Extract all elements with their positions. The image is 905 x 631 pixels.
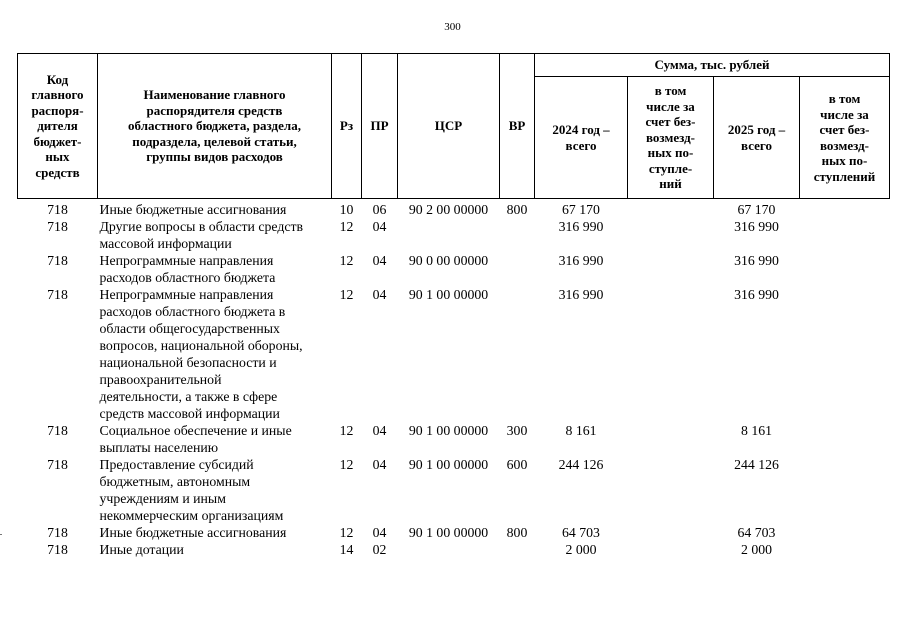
row-2025-gratuitous [800, 286, 890, 422]
row-2025-total: 67 170 [737, 202, 776, 217]
table-row [18, 422, 890, 456]
row-2025-total: 316 990 [734, 219, 779, 234]
budget-table [17, 53, 890, 558]
row-2025-gratuitous [800, 541, 890, 558]
row-2024-gratuitous [628, 286, 714, 422]
header-2025-total: 2025 год – всего [714, 77, 800, 199]
table-body [18, 199, 890, 559]
row-2025-total: 8 161 [740, 423, 773, 438]
row-name: Социальное обеспечение и иные выплаты населению [99, 423, 292, 455]
row-2025-gratuitous [800, 252, 890, 286]
row-pr: 04 [372, 219, 387, 234]
row-2024-gratuitous [628, 199, 714, 219]
row-2025-total: 2 000 [740, 542, 773, 557]
table-row [18, 286, 890, 422]
row-2025-total: 316 990 [734, 253, 779, 268]
row-pr: 02 [372, 542, 387, 557]
row-pr: 04 [372, 423, 387, 438]
table-row [18, 541, 890, 558]
row-2024-total: 244 126 [558, 457, 604, 472]
table-row [18, 218, 890, 252]
row-2024-gratuitous [628, 541, 714, 558]
row-2024-total: 8 161 [565, 423, 597, 438]
row-rz: 12 [339, 219, 354, 234]
row-vr: 800 [506, 525, 528, 540]
row-2025-total: 316 990 [734, 287, 779, 302]
row-csr: 90 1 00 00000 [408, 287, 489, 302]
row-name: Непрограммные направления расходов областного бюджета в области общегосударственных вопросов, национальной обороны, национальной безопасности и правоохранительной деятельности, а также в сфере средств массовой информации [99, 287, 303, 421]
row-vr [500, 541, 535, 558]
row-code: 718 [47, 542, 68, 557]
row-name: Предоставление субсидий бюджетным, автономным учреждениям и иным некоммерческим организациям [99, 457, 284, 523]
row-2025-gratuitous [800, 199, 890, 219]
row-code: 718 [47, 219, 68, 234]
table-row [18, 456, 890, 524]
row-2024-total: 2 000 [565, 542, 597, 557]
row-rz: 12 [339, 525, 354, 540]
row-2025-total: 244 126 [734, 457, 779, 472]
row-code: 718 [47, 423, 68, 438]
row-rz: 12 [339, 423, 354, 438]
header-2024-gratuitous: в том числе за счет без- возмезд- ных по- ступле- ний [628, 77, 714, 199]
row-2025-gratuitous [800, 524, 890, 541]
row-csr: 90 2 00 00000 [408, 202, 489, 217]
row-name: Иные дотации [99, 542, 184, 557]
row-vr [500, 252, 535, 286]
header-2024-total: 2024 год – всего [535, 77, 628, 199]
row-vr: 600 [506, 457, 528, 472]
row-code: 718 [47, 253, 68, 268]
header-name: Наименование главного распорядителя средств областного бюджета, раздела, подраздела, целевой статьи, группы видов расходов [98, 54, 332, 199]
row-rz: 12 [339, 253, 354, 268]
row-2024-gratuitous [628, 422, 714, 456]
row-code: 718 [47, 525, 68, 540]
row-pr: 04 [372, 525, 387, 540]
row-2025-gratuitous [800, 456, 890, 524]
header-pr: ПР [362, 54, 398, 199]
row-csr: 90 1 00 00000 [408, 423, 489, 438]
row-csr: 90 0 00 00000 [408, 253, 489, 268]
row-code: 718 [47, 287, 68, 302]
row-2024-total: 316 990 [558, 219, 604, 234]
header-2025-gratuitous: в том числе за счет без- возмезд- ных по- ступлений [800, 77, 890, 199]
header-code: Код главного распоря- дителя бюджет- ных средств [18, 54, 98, 199]
row-2024-total: 67 170 [562, 202, 600, 217]
row-pr: 04 [372, 457, 387, 472]
row-2024-total: 64 703 [562, 525, 600, 540]
header-csr: ЦСР [398, 54, 500, 199]
row-csr [398, 541, 500, 558]
header-sum: Сумма, тыс. рублей [535, 54, 890, 77]
row-pr: 06 [372, 202, 387, 217]
row-2024-gratuitous [628, 218, 714, 252]
row-name: Иные бюджетные ассигнования [99, 525, 287, 540]
row-name: Другие вопросы в области средств массовой информации [99, 219, 304, 251]
row-2025-gratuitous [800, 218, 890, 252]
row-code: 718 [47, 457, 68, 472]
table-row [18, 252, 890, 286]
row-2025-total: 64 703 [737, 525, 776, 540]
row-rz: 14 [339, 542, 354, 557]
row-vr: 800 [506, 202, 528, 217]
row-vr [500, 218, 535, 252]
row-2024-gratuitous [628, 252, 714, 286]
header-vr: ВР [500, 54, 535, 199]
row-name: Непрограммные направления расходов областного бюджета [99, 253, 276, 285]
row-2024-gratuitous [628, 456, 714, 524]
row-rz: 12 [339, 457, 354, 472]
row-pr: 04 [372, 253, 387, 268]
row-csr: 90 1 00 00000 [408, 457, 489, 472]
row-vr: 300 [506, 423, 528, 438]
row-rz: 10 [339, 202, 354, 217]
row-2024-total: 316 990 [558, 287, 604, 302]
row-pr: 04 [372, 287, 387, 302]
row-vr [500, 286, 535, 422]
table-row [18, 524, 890, 541]
row-csr [398, 218, 500, 252]
row-code: 718 [47, 202, 68, 217]
page-number: 300 [444, 21, 461, 33]
row-2024-total: 316 990 [558, 253, 604, 268]
row-name: Иные бюджетные ассигнования [99, 202, 287, 217]
row-csr: 90 1 00 00000 [408, 525, 489, 540]
row-2025-gratuitous [800, 422, 890, 456]
table-row [18, 199, 890, 219]
row-rz: 12 [339, 287, 354, 302]
scan-artifact [0, 534, 2, 535]
header-rz: Рз [332, 54, 362, 199]
row-2024-gratuitous [628, 524, 714, 541]
